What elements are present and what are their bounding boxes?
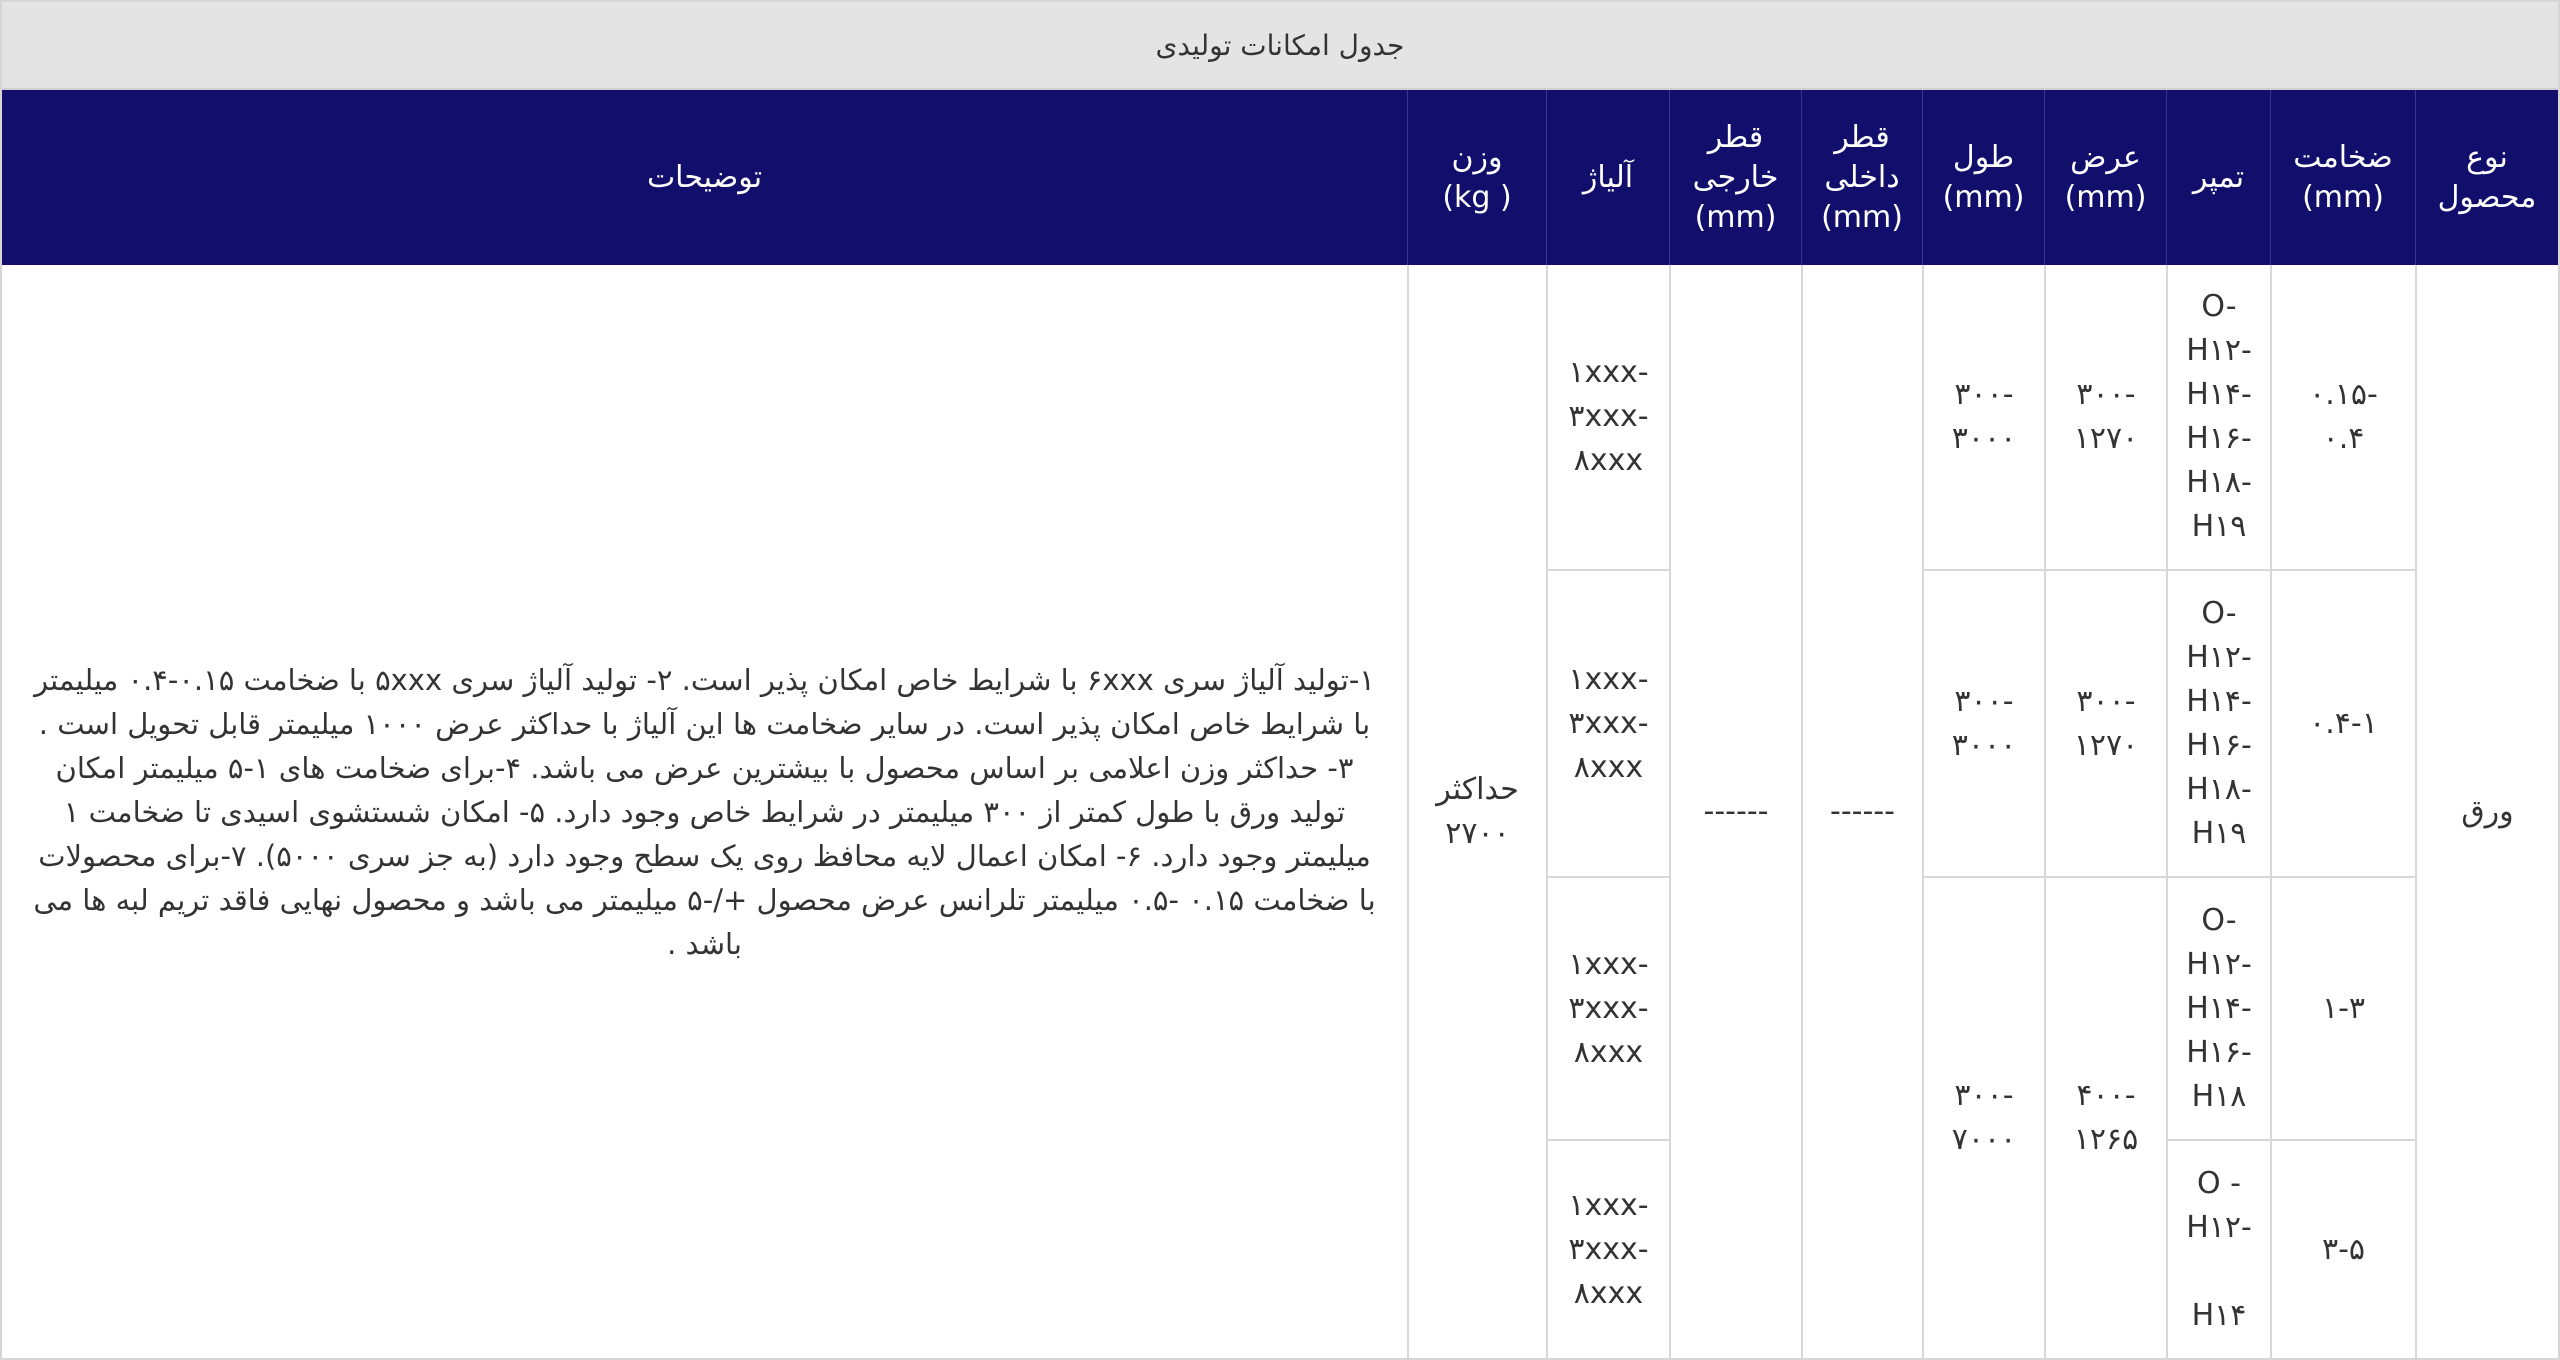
header-description: توضیحات	[2, 90, 1407, 265]
header-temper: تمپر	[2166, 90, 2270, 265]
temper-cell: O- H۱۲- H۱۴- H۱۶- H۱۸- H۱۹	[2166, 571, 2270, 878]
thickness-cell: ۰.۴-۱	[2270, 571, 2415, 878]
length-cell-merged: ۳۰۰- ۷۰۰۰	[1922, 878, 2044, 1358]
header-length: طول (mm)	[1922, 90, 2044, 265]
outer-diameter-cell: ------	[1669, 265, 1801, 1358]
width-cell-merged: ۴۰۰- ۱۲۶۵	[2044, 878, 2166, 1358]
temper-cell: O - H۱۲- H۱۴	[2166, 1141, 2270, 1358]
header-alloy: آلیاژ	[1546, 90, 1669, 265]
alloy-cell: ۱xxx- ۳xxx- ۸xxx	[1546, 1141, 1669, 1358]
thickness-cell: ۱-۳	[2270, 878, 2415, 1141]
length-cell: ۳۰۰- ۳۰۰۰	[1922, 571, 2044, 878]
weight-cell: حداکثر ۲۷۰۰	[1407, 265, 1546, 1358]
header-weight: وزن ( kg)	[1407, 90, 1546, 265]
header-product-type: نوع محصول	[2415, 90, 2558, 265]
length-cell: ۳۰۰- ۳۰۰۰	[1922, 265, 2044, 571]
header-width: عرض (mm)	[2044, 90, 2166, 265]
width-cell: ۳۰۰- ۱۲۷۰	[2044, 265, 2166, 571]
temper-cell: O- H۱۲- H۱۴- H۱۶- H۱۸	[2166, 878, 2270, 1141]
alloy-cell: ۱xxx- ۳xxx- ۸xxx	[1546, 571, 1669, 878]
width-cell: ۳۰۰- ۱۲۷۰	[2044, 571, 2166, 878]
thickness-cell: ۰.۱۵- ۰.۴	[2270, 265, 2415, 571]
temper-cell: O- H۱۲- H۱۴- H۱۶- H۱۸- H۱۹	[2166, 265, 2270, 571]
inner-diameter-cell: ------	[1801, 265, 1922, 1358]
description-cell: ۱-تولید آلیاژ سری ۶xxx با شرایط خاص امکان پذیر است. ۲- تولید آلیاژ سری ۵xxx با ضخامت ۰.۱۵-۰.۴ میلیمتر با شرایط خاص امکان پذیر است. در سایر ضخامت ها این آلیاژ با حداکثر عرض ۱۰۰۰ میلیمتر قابل تحویل است . ۳- حداکثر وزن اعلامی بر اساس محصول با بیشترین عرض می باشد. ۴-برای ضخامت های ۱-۵ میلیمتر امکان تولید ورق با طول کمتر از ۳۰۰ میلیمتر در شرایط خاص وجود دارد. ۵- امکان شستشوی اسیدی تا ضخامت ۱ میلیمتر وجود دارد. ۶- امکان اعمال لایه محافظ روی یک سطح وجود دارد (به جز سری ۵۰۰۰). ۷-برای محصولات با ضخامت ۰.۱۵ -۰.۵ میلیمتر تلرانس عرض محصول +/-۵ میلیمتر می باشد و محصول نهایی فاقد تریم لبه ها می باشد .	[2, 265, 1407, 1358]
header-outer-diameter: قطر خارجی (mm)	[1669, 90, 1801, 265]
product-type-cell: ورق	[2415, 265, 2558, 1358]
table-caption: جدول امکانات تولیدی	[2, 2, 2558, 90]
alloy-cell: ۱xxx- ۳xxx- ۸xxx	[1546, 265, 1669, 571]
table-grid	[2, 90, 2558, 1358]
header-thickness: ضخامت (mm)	[2270, 90, 2415, 265]
thickness-cell: ۳-۵	[2270, 1141, 2415, 1358]
header-inner-diameter: قطر داخلی (mm)	[1801, 90, 1922, 265]
alloy-cell: ۱xxx- ۳xxx- ۸xxx	[1546, 878, 1669, 1141]
